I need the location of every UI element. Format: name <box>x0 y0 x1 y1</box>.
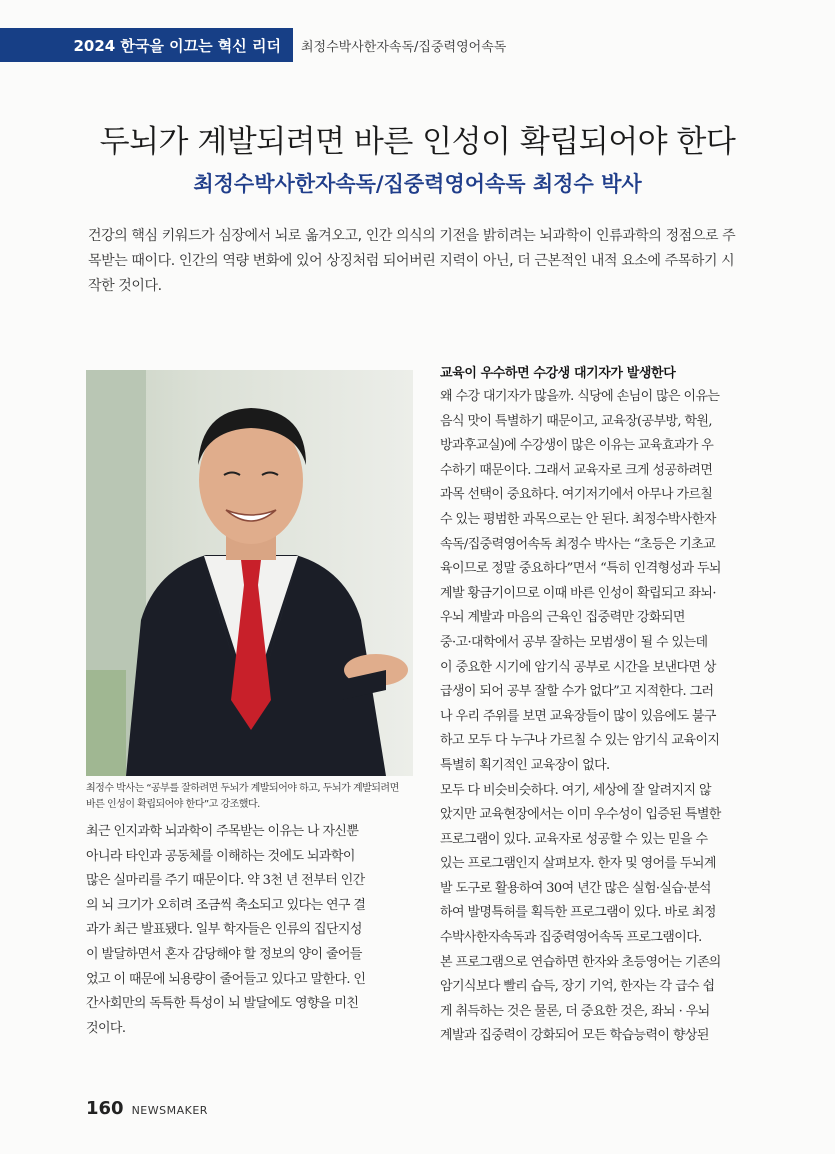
body-line: 나 우리 주위를 보면 교육장들이 많이 있음에도 불구 <box>440 708 716 724</box>
body-line: 속독/집중력영어속독 최정수 박사는 “초등은 기초교 <box>440 536 716 552</box>
body-line: 우뇌 계발과 마음의 근육인 집중력만 강화되면 <box>440 610 685 626</box>
body-line: 이 중요한 시기에 암기식 공부로 시간을 보낸다면 상 <box>440 659 716 675</box>
portrait-illustration <box>86 370 413 776</box>
body-line: 었고 이 때문에 뇌용량이 줄어들고 있다고 말한다. 인 <box>86 971 366 987</box>
body-line: 과목 선택이 중요하다. 여기저기에서 아무나 가르칠 <box>440 487 713 503</box>
portrait-photo <box>86 370 413 776</box>
lead-line: 목받는 때이다. 인간의 역량 변화에 있어 상징처럼 되어버린 지력이 아닌, 더 근본적인 내적 요소에 주목하기 시 <box>88 253 735 269</box>
body-line: 의 뇌 크기가 오히려 조금씩 축소되고 있다는 연구 결 <box>86 897 366 913</box>
body-line: 많은 실마리를 주기 때문이다. 약 3천 년 전부터 인간 <box>86 873 365 889</box>
body-line: 계발 황금기이므로 이때 바른 인성이 확립되고 좌뇌· <box>440 585 716 601</box>
page-number: 160 <box>86 1098 124 1119</box>
body-line: 았지만 교육현장에서는 이미 우수성이 입증된 특별한 <box>440 807 721 823</box>
body-line: 아니라 타인과 공동체를 이해하는 것에도 뇌과학이 <box>86 848 355 864</box>
body-line: 왜 수강 대기자가 많을까. 식당에 손님이 많은 이유는 <box>440 389 720 404</box>
body-line: 게 취득하는 것은 물론, 더 중요한 것은, 좌뇌 · 우뇌 <box>440 1003 710 1019</box>
left-column <box>86 820 416 1041</box>
section-label-text: 최정수박사한자속독/집중력영어속독 <box>301 39 507 55</box>
body-line: 모두 다 비슷비슷하다. 여기, 세상에 잘 알려지지 않 <box>440 782 711 798</box>
lead-line: 작한 것이다. <box>88 278 162 294</box>
body-line: 발 도구로 활용하여 30여 년간 많은 실험·실습·분석 <box>440 880 711 896</box>
caption-line: 최정수 박사는 “공부를 잘하려면 두뇌가 계발되어야 하고, 두뇌가 계발되려면 <box>86 783 399 794</box>
body-line: 급생이 되어 공부 잘할 수가 없다”고 지적한다. 그러 <box>440 684 714 700</box>
body-line: 과가 최근 발표됐다. 일부 학자들은 인류의 집단지성 <box>86 922 362 938</box>
body-line: 최근 인지과학 뇌과학이 주목받는 이유는 나 자신뿐 <box>86 824 359 839</box>
body-line: 것이다. <box>86 1020 126 1036</box>
header-section-label <box>301 28 506 62</box>
body-line: 수박사한자속독과 집중력영어속독 프로그램이다. <box>440 930 702 946</box>
body-line: 본 프로그램으로 연습하면 한자와 초등영어는 기존의 <box>440 954 721 970</box>
page-footer <box>86 1098 208 1119</box>
lead-line: 건강의 핵심 키워드가 심장에서 뇌로 옮겨오고, 인간 의식의 기전을 밝히려는 뇌과학이 인류과학의 정점으로 주 <box>88 228 736 244</box>
body-line: 수 있는 평범한 과목으로는 안 된다. 최정수박사한자 <box>440 511 716 527</box>
body-line: 육이므로 정말 중요하다”면서 “특히 인격형성과 두뇌 <box>440 561 721 577</box>
body-line: 방과후교실)에 수강생이 많은 이유는 교육효과가 우 <box>440 438 714 454</box>
body-line: 계발과 집중력이 강화되어 모든 학습능력이 향상된 <box>440 1028 709 1044</box>
header-band-label: 2024 한국을 이끄는 혁신 리더 <box>73 36 281 55</box>
magazine-name: NEWSMAKER <box>131 1104 208 1117</box>
header-band <box>0 28 293 62</box>
caption-line: 바른 인성이 확립되어야 한다”고 강조했다. <box>86 799 260 810</box>
section-heading: 교육이 우수하면 수강생 대기자가 발생한다 <box>440 366 676 381</box>
body-line: 있는 프로그램인지 살펴보자. 한자 및 영어를 두뇌계 <box>440 856 716 872</box>
body-line: 중·고·대학에서 공부 잘하는 모범생이 될 수 있는데 <box>440 634 708 650</box>
body-line: 하고 모두 다 누구나 가르칠 수 있는 암기식 교육이지 <box>440 733 720 749</box>
body-line: 하여 발명특허를 획득한 프로그램이 있다. 바로 최정 <box>440 905 716 921</box>
body-line: 간사회만의 독특한 특성이 뇌 발달에도 영향을 미친 <box>86 996 359 1012</box>
body-line: 암기식보다 빨리 습득, 장기 기억, 한자는 각 급수 쉽 <box>440 979 715 995</box>
body-line: 음식 맛이 특별하기 때문이고, 교육장(공부방, 학원, <box>440 413 712 429</box>
body-line: 특별히 획기적인 교육장이 없다. <box>440 757 610 773</box>
body-line: 수하기 때문이다. 그래서 교육자로 크게 성공하려면 <box>440 462 713 478</box>
right-column <box>440 385 780 1049</box>
article-title: 두뇌가 계발되려면 바른 인성이 확립되어야 한다 <box>99 124 736 160</box>
body-line: 프로그램이 있다. 교육자로 성공할 수 있는 믿을 수 <box>440 831 708 847</box>
photo-caption <box>86 781 416 813</box>
article-subtitle: 최정수박사한자속독/집중력영어속독 최정수 박사 <box>193 172 642 196</box>
body-line: 이 발달하면서 혼자 감당해야 할 정보의 양이 줄어들 <box>86 946 362 962</box>
article-lead <box>88 224 776 299</box>
